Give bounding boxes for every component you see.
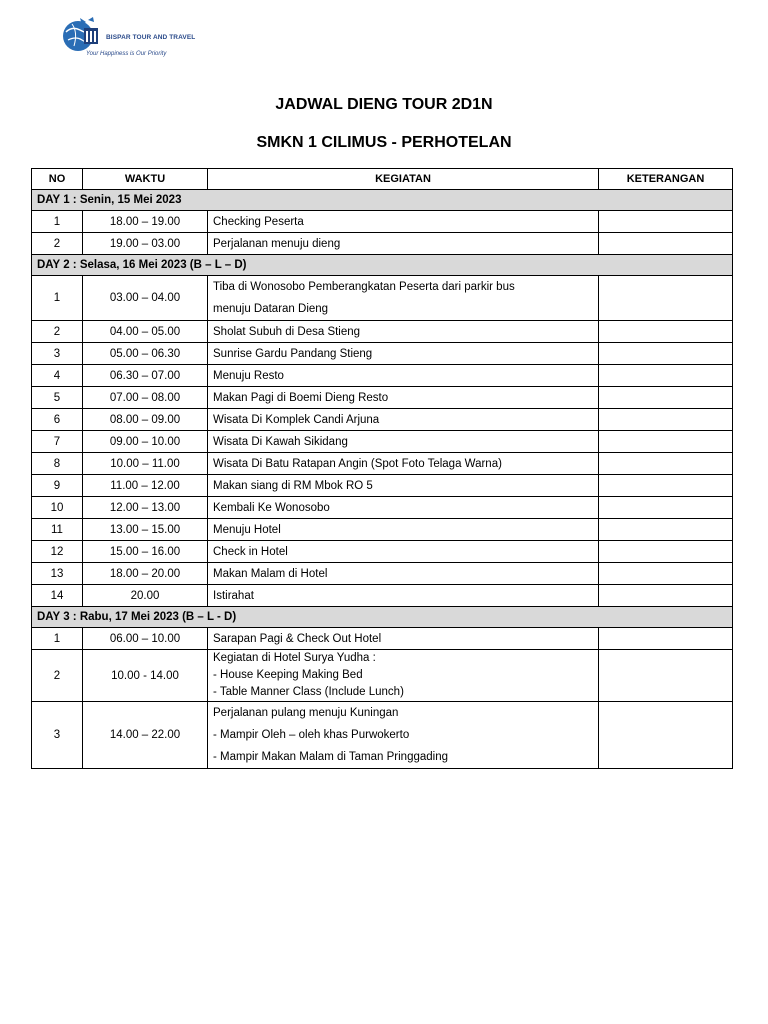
table-row [32, 585, 733, 607]
cell-no: 14 [32, 585, 83, 607]
cell-keterangan [599, 211, 733, 233]
table-header-row [32, 169, 733, 190]
cell-keterangan [599, 541, 733, 563]
cell-kegiatan: Wisata Di Batu Ratapan Angin (Spot Foto Telaga Warna) [208, 453, 599, 475]
cell-waktu: 19.00 – 03.00 [83, 233, 208, 255]
table-row [32, 321, 733, 343]
cell-no: 1 [32, 276, 83, 321]
cell-no: 2 [32, 650, 83, 702]
cell-waktu: 10.00 - 14.00 [83, 650, 208, 702]
cell-waktu: 06.00 – 10.00 [83, 628, 208, 650]
cell-kegiatan: Kembali Ke Wonosobo [208, 497, 599, 519]
kegiatan-list-item: - Table Manner Class (Include Lunch) [213, 686, 404, 698]
cell-kegiatan: Makan siang di RM Mbok RO 5 [208, 475, 599, 497]
cell-no: 12 [32, 541, 83, 563]
cell-kegiatan: Sunrise Gardu Pandang Stieng [208, 343, 599, 365]
cell-waktu: 18.00 – 19.00 [83, 211, 208, 233]
cell-no: 8 [32, 453, 83, 475]
cell-waktu: 06.30 – 07.00 [83, 365, 208, 387]
cell-kegiatan: Checking Peserta [208, 211, 599, 233]
header-kegiatan: KEGIATAN [208, 169, 599, 190]
day2-header-row [32, 255, 733, 276]
cell-waktu: 18.00 – 20.00 [83, 563, 208, 585]
cell-kegiatan: Check in Hotel [208, 541, 599, 563]
cell-waktu: 03.00 – 04.00 [83, 276, 208, 321]
header-keterangan: KETERANGAN [599, 169, 733, 190]
cell-no: 2 [32, 233, 83, 255]
cell-keterangan [599, 519, 733, 541]
kegiatan-line: menuju Dataran Dieng [213, 303, 329, 315]
cell-no: 2 [32, 321, 83, 343]
table-row [32, 409, 733, 431]
cell-waktu: 15.00 – 16.00 [83, 541, 208, 563]
table-row [32, 628, 733, 650]
company-logo [60, 12, 220, 62]
cell-keterangan [599, 563, 733, 585]
cell-kegiatan [208, 276, 599, 321]
cell-keterangan [599, 453, 733, 475]
table-row [32, 233, 733, 255]
cell-keterangan [599, 276, 733, 321]
cell-keterangan [599, 702, 733, 769]
cell-kegiatan: Wisata Di Komplek Candi Arjuna [208, 409, 599, 431]
cell-no: 6 [32, 409, 83, 431]
cell-kegiatan: Istirahat [208, 585, 599, 607]
table-row [32, 497, 733, 519]
cell-no: 3 [32, 343, 83, 365]
kegiatan-line: Perjalanan pulang menuju Kuningan [213, 707, 399, 719]
table-row [32, 519, 733, 541]
cell-waktu: 04.00 – 05.00 [83, 321, 208, 343]
cell-no: 13 [32, 563, 83, 585]
kegiatan-line: Tiba di Wonosobo Pemberangkatan Peserta dari parkir bus [213, 281, 515, 293]
cell-keterangan [599, 321, 733, 343]
table-row [32, 650, 733, 702]
header-no: NO [32, 169, 83, 190]
cell-waktu: 12.00 – 13.00 [83, 497, 208, 519]
cell-no: 1 [32, 628, 83, 650]
cell-kegiatan: Sholat Subuh di Desa Stieng [208, 321, 599, 343]
day1-label: DAY 1 : Senin, 15 Mei 2023 [32, 190, 733, 211]
cell-kegiatan [208, 702, 599, 769]
table-row [32, 211, 733, 233]
cell-kegiatan: Wisata Di Kawah Sikidang [208, 431, 599, 453]
cell-keterangan [599, 387, 733, 409]
cell-kegiatan: Menuju Hotel [208, 519, 599, 541]
cell-keterangan [599, 628, 733, 650]
cell-keterangan [599, 365, 733, 387]
cell-keterangan [599, 233, 733, 255]
document-subtitle: SMKN 1 CILIMUS - PERHOTELAN [256, 134, 512, 151]
cell-no: 3 [32, 702, 83, 769]
cell-waktu: 10.00 – 11.00 [83, 453, 208, 475]
day3-label: DAY 3 : Rabu, 17 Mei 2023 (B – L - D) [32, 607, 733, 628]
cell-no: 4 [32, 365, 83, 387]
table-row [32, 431, 733, 453]
cell-waktu: 08.00 – 09.00 [83, 409, 208, 431]
cell-keterangan [599, 650, 733, 702]
cell-keterangan [599, 475, 733, 497]
cell-keterangan [599, 431, 733, 453]
table-row [32, 343, 733, 365]
cell-waktu: 05.00 – 06.30 [83, 343, 208, 365]
table-row [32, 702, 733, 769]
table-row [32, 276, 733, 321]
company-name: BISPAR TOUR AND TRAVEL [106, 34, 196, 41]
cell-waktu: 07.00 – 08.00 [83, 387, 208, 409]
cell-keterangan [599, 409, 733, 431]
schedule-table [31, 168, 733, 769]
cell-kegiatan: Perjalanan menuju dieng [208, 233, 599, 255]
cell-waktu: 14.00 – 22.00 [83, 702, 208, 769]
cell-kegiatan: Makan Pagi di Boemi Dieng Resto [208, 387, 599, 409]
cell-keterangan [599, 343, 733, 365]
header-waktu: WAKTU [83, 169, 208, 190]
kegiatan-list-item: - House Keeping Making Bed [213, 669, 363, 681]
table-row [32, 387, 733, 409]
kegiatan-line: Kegiatan di Hotel Surya Yudha : [213, 652, 376, 664]
table-row [32, 453, 733, 475]
cell-kegiatan: Menuju Resto [208, 365, 599, 387]
cell-waktu: 13.00 – 15.00 [83, 519, 208, 541]
globe-logo-icon [60, 12, 104, 56]
cell-waktu: 20.00 [83, 585, 208, 607]
cell-keterangan [599, 585, 733, 607]
day3-header-row [32, 607, 733, 628]
cell-no: 9 [32, 475, 83, 497]
table-row [32, 541, 733, 563]
cell-no: 7 [32, 431, 83, 453]
kegiatan-list-item: - Mampir Oleh – oleh khas Purwokerto [213, 729, 410, 741]
table-row [32, 365, 733, 387]
document-title: JADWAL DIENG TOUR 2D1N [275, 96, 493, 113]
table-row [32, 475, 733, 497]
cell-kegiatan: Makan Malam di Hotel [208, 563, 599, 585]
table-row [32, 563, 733, 585]
cell-kegiatan: Sarapan Pagi & Check Out Hotel [208, 628, 599, 650]
day2-rows [32, 321, 733, 607]
company-tagline: Your Happiness is Our Priority [86, 51, 167, 57]
cell-no: 5 [32, 387, 83, 409]
day1-header-row [32, 190, 733, 211]
cell-no: 11 [32, 519, 83, 541]
cell-kegiatan [208, 650, 599, 702]
day2-label: DAY 2 : Selasa, 16 Mei 2023 (B – L – D) [32, 255, 733, 276]
cell-keterangan [599, 497, 733, 519]
cell-waktu: 11.00 – 12.00 [83, 475, 208, 497]
cell-no: 1 [32, 211, 83, 233]
kegiatan-list-item: - Mampir Makan Malam di Taman Pringgading [213, 751, 448, 763]
cell-no: 10 [32, 497, 83, 519]
cell-waktu: 09.00 – 10.00 [83, 431, 208, 453]
